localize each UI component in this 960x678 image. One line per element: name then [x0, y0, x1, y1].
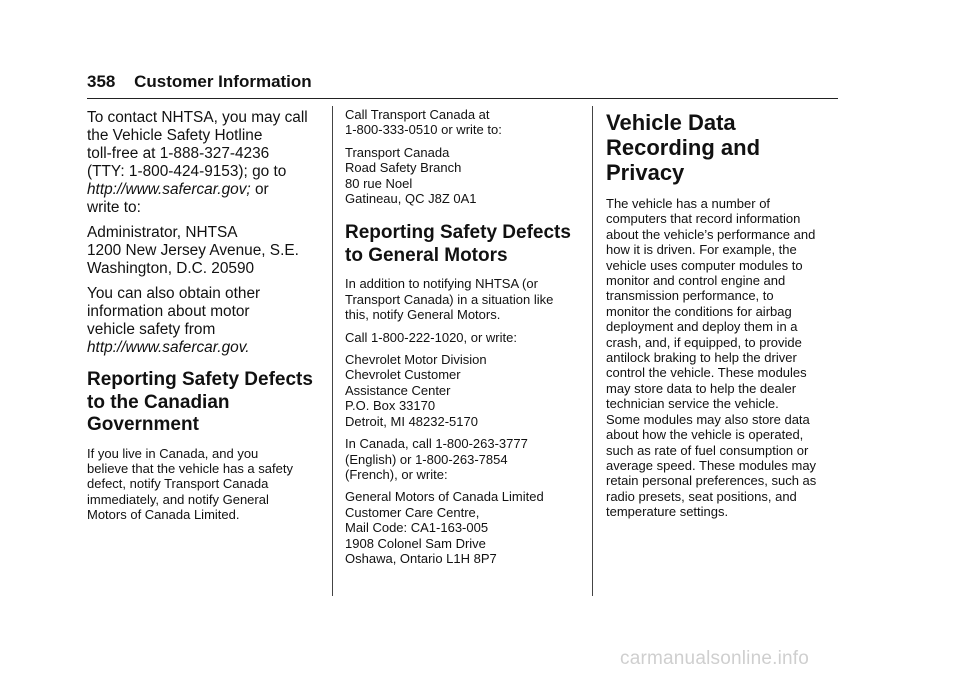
gm-call: Call 1-800-222-1020, or write: — [345, 329, 517, 345]
heading-line: to General Motors — [345, 244, 508, 266]
address-line: Customer Care Centre, — [345, 504, 480, 520]
text-line: vehicle uses computer modules to — [606, 257, 803, 273]
column-divider-2 — [592, 106, 593, 596]
heading-vehicle-data-privacy — [606, 110, 842, 185]
transport-canada-address — [345, 145, 581, 207]
text-line: write to: — [87, 199, 141, 216]
nhtsa-contact-paragraph — [87, 109, 327, 217]
address-line: P.O. Box 33170 — [345, 398, 436, 414]
text-line: crash, and, if equipped, to provide — [606, 334, 802, 350]
address-line: General Motors of Canada Limited — [345, 489, 544, 505]
address-line: 1908 Colonel Sam Drive — [345, 535, 486, 551]
text-line: the Vehicle Safety Hotline — [87, 127, 263, 144]
text-line: vehicle safety from — [87, 321, 216, 338]
address-line: Chevrolet Motor Division — [345, 352, 487, 368]
address-line: Transport Canada — [345, 144, 450, 160]
nhtsa-address — [87, 224, 327, 278]
text-line: In addition to notifying NHTSA (or — [345, 276, 538, 292]
text-line — [87, 181, 327, 199]
section-title: Customer Information — [134, 72, 312, 91]
heading-line: Government — [87, 414, 199, 435]
text-line: To contact NHTSA, you may call — [87, 109, 308, 126]
gm-canada-address — [345, 489, 581, 566]
address-line: Washington, D.C. 20590 — [87, 260, 255, 277]
text-line: transmission performance, to — [606, 288, 774, 304]
text-line: immediately, and notify General — [87, 491, 269, 507]
text-line: Transport Canada) in a situation like — [345, 291, 554, 307]
heading-line: to the Canadian — [87, 391, 230, 413]
text-line: You can also obtain other — [87, 285, 261, 302]
heading-line: Vehicle Data — [606, 110, 736, 135]
text-line: information about motor — [87, 303, 250, 320]
address-line: 1200 New Jersey Avenue, S.E. — [87, 242, 299, 259]
text-line: computers that record information — [606, 211, 801, 227]
text-line: retain personal preferences, such as — [606, 473, 817, 489]
text-line: In Canada, call 1-800-263-3777 — [345, 436, 528, 452]
text-line: may store data to help the dealer — [606, 380, 797, 396]
text-line: average speed. These modules may — [606, 457, 817, 473]
chevrolet-address — [345, 352, 581, 429]
text-line: about the vehicle’s performance and — [606, 226, 816, 242]
heading-line: Privacy — [606, 160, 685, 185]
text-line: control the vehicle. These modules — [606, 365, 807, 381]
text-line: Call Transport Canada at — [345, 107, 490, 122]
text-line: monitor and control engine and — [606, 273, 786, 289]
canada-paragraph — [87, 446, 327, 523]
text-line: radio presets, seat positions, and — [606, 488, 797, 504]
column-1 — [87, 109, 327, 530]
column-2 — [345, 107, 581, 573]
text-line: 1-800-333-0510 or write to: — [345, 122, 502, 138]
text-line: believe that the vehicle has a safety — [87, 460, 293, 476]
text-line: Motors of Canada Limited. — [87, 507, 240, 523]
safercar-link-2[interactable]: http://www.safercar.gov. — [87, 339, 250, 356]
text-line: this, notify General Motors. — [345, 307, 501, 323]
text-line: If you live in Canada, and you — [87, 445, 259, 461]
text-line: (French), or write: — [345, 466, 448, 482]
column-divider-1 — [332, 106, 333, 596]
page-number: 358 — [87, 72, 116, 91]
address-line: Road Safety Branch — [345, 160, 462, 176]
column-3 — [606, 110, 842, 527]
canada-call — [345, 436, 581, 482]
text-line: temperature settings. — [606, 504, 729, 520]
address-line: Assistance Center — [345, 382, 451, 398]
text-line: about how the vehicle is operated, — [606, 427, 804, 443]
heading-canadian-government — [87, 369, 327, 437]
heading-general-motors — [345, 222, 581, 267]
safety-info-paragraph — [87, 285, 327, 357]
text-line: defect, notify Transport Canada — [87, 476, 269, 492]
page-header — [87, 70, 838, 99]
text-line: (English) or 1-800-263-7854 — [345, 451, 508, 467]
address-line: Administrator, NHTSA — [87, 224, 238, 241]
privacy-paragraph — [606, 196, 842, 520]
address-line: Mail Code: CA1-163-005 — [345, 520, 489, 536]
transport-canada-call — [345, 107, 581, 138]
text-line: such as rate of fuel consumption or — [606, 442, 809, 458]
address-line: Oshawa, Ontario L1H 8P7 — [345, 550, 497, 566]
gm-intro-paragraph — [345, 276, 581, 322]
text-line: deployment and deploy them in a — [606, 319, 798, 335]
address-line: Gatineau, QC J8Z 0A1 — [345, 191, 477, 207]
safercar-link[interactable]: http://www.safercar.gov; — [87, 181, 251, 198]
text-fragment: or — [250, 181, 269, 198]
text-line: (TTY: 1-800-424-9153); go to — [87, 163, 287, 180]
watermark: carmanualsonline.info — [620, 648, 810, 669]
text-line: how it is driven. For example, the — [606, 242, 797, 258]
address-line: Chevrolet Customer — [345, 367, 461, 383]
address-line: Detroit, MI 48232-5170 — [345, 413, 478, 429]
heading-line: Reporting Safety Defects — [345, 222, 571, 244]
heading-line: Reporting Safety Defects — [87, 369, 313, 390]
text-line: monitor the conditions for airbag — [606, 303, 792, 319]
address-line: 80 rue Noel — [345, 175, 413, 191]
text-line: The vehicle has a number of — [606, 196, 771, 211]
text-line: technician service the vehicle. — [606, 396, 779, 412]
text-line: Some modules may also store data — [606, 411, 810, 427]
text-line: toll-free at 1-888-327-4236 — [87, 145, 270, 162]
text-line: antilock braking to help the driver — [606, 350, 797, 366]
heading-line: Recording and — [606, 135, 761, 160]
